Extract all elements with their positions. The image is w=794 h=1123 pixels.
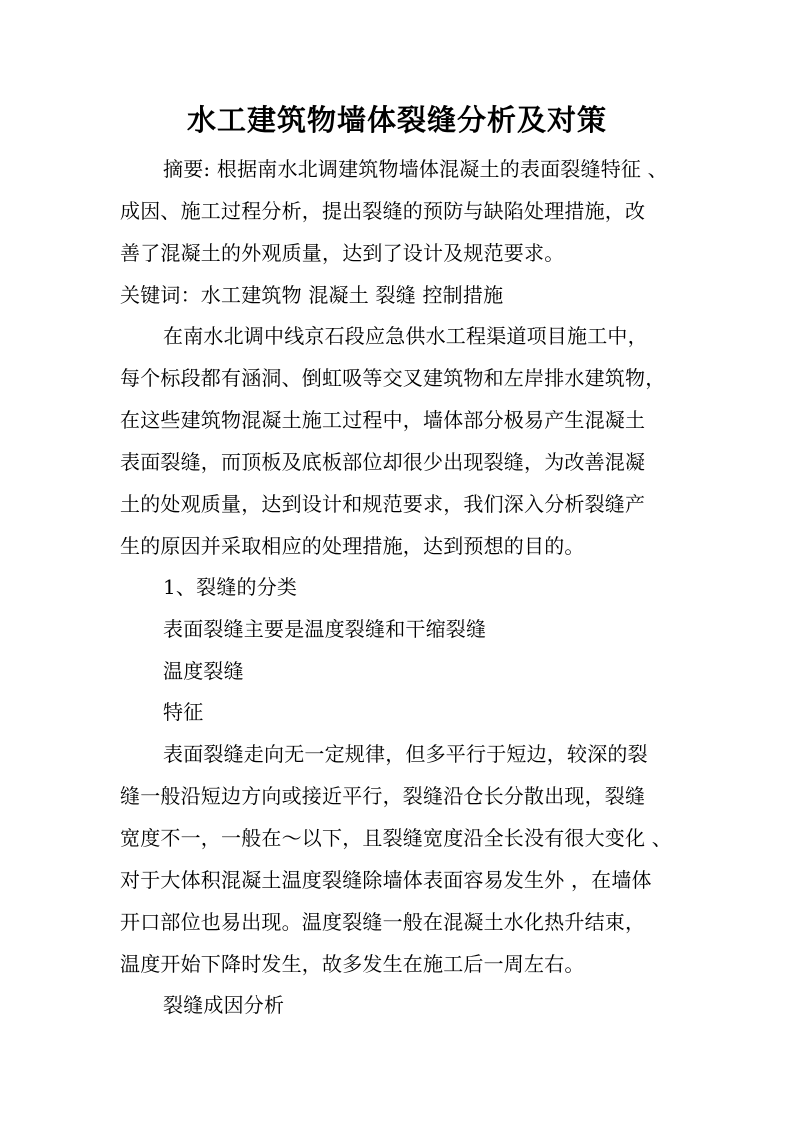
feature-line: 宽度不一，一般在～以下，且裂缝宽度沿全长没有很大变化 、 <box>120 826 672 850</box>
feature-line: 开口部位也易出现。温度裂缝一般在混凝土水化热升结束， <box>120 910 646 934</box>
intro-line: 生的原因并采取相应的处理措施，达到预想的目的。 <box>120 534 585 558</box>
intro-line: 每个标段都有涵洞、倒虹吸等交叉建筑物和左岸排水建筑物， <box>120 366 666 390</box>
subsection-line: 表面裂缝主要是温度裂缝和干缩裂缝 <box>163 617 487 641</box>
feature-line: 表面裂缝走向无一定规律，但多平行于短边，较深的裂 <box>163 742 648 766</box>
intro-line: 在这些建筑物混凝土施工过程中，墙体部分极易产生混凝土 <box>120 408 646 432</box>
document-title: 水工建筑物墙体裂缝分析及对策 <box>186 103 607 137</box>
section-heading: 1、裂缝的分类 <box>163 575 298 599</box>
feature-line: 缝一般沿短边方向或接近平行，裂缝沿仓长分散出现，裂缝 <box>120 784 646 808</box>
intro-line: 土的处观质量，达到设计和规范要求，我们深入分析裂缝产 <box>120 492 646 516</box>
intro-line: 表面裂缝，而顶板及底板部位却很少出现裂缝，为改善混凝 <box>120 450 646 474</box>
abstract-line: 摘要: 根据南水北调建筑物墙体混凝土的表面裂缝特征 、 <box>163 157 668 181</box>
abstract-line: 善了混凝土的外观质量，达到了设计及规范要求。 <box>120 241 565 265</box>
subsection-heading: 裂缝成因分析 <box>163 993 285 1017</box>
intro-line: 在南水北调中线京石段应急供水工程渠道项目施工中， <box>163 324 648 348</box>
feature-line: 对于大体积混凝土温度裂缝除墙体表面容易发生外 ，在墙体 <box>120 868 652 892</box>
keywords-line: 关键词：水工建筑物 混凝土 裂缝 控制措施 <box>120 283 504 307</box>
subsection-heading: 特征 <box>163 700 204 724</box>
abstract-line: 成因、施工过程分析，提出裂缝的预防与缺陷处理措施，改 <box>120 199 646 223</box>
subsection-heading: 温度裂缝 <box>163 659 244 683</box>
feature-line: 温度开始下降时发生，故多发生在施工后一周左右。 <box>120 952 585 976</box>
